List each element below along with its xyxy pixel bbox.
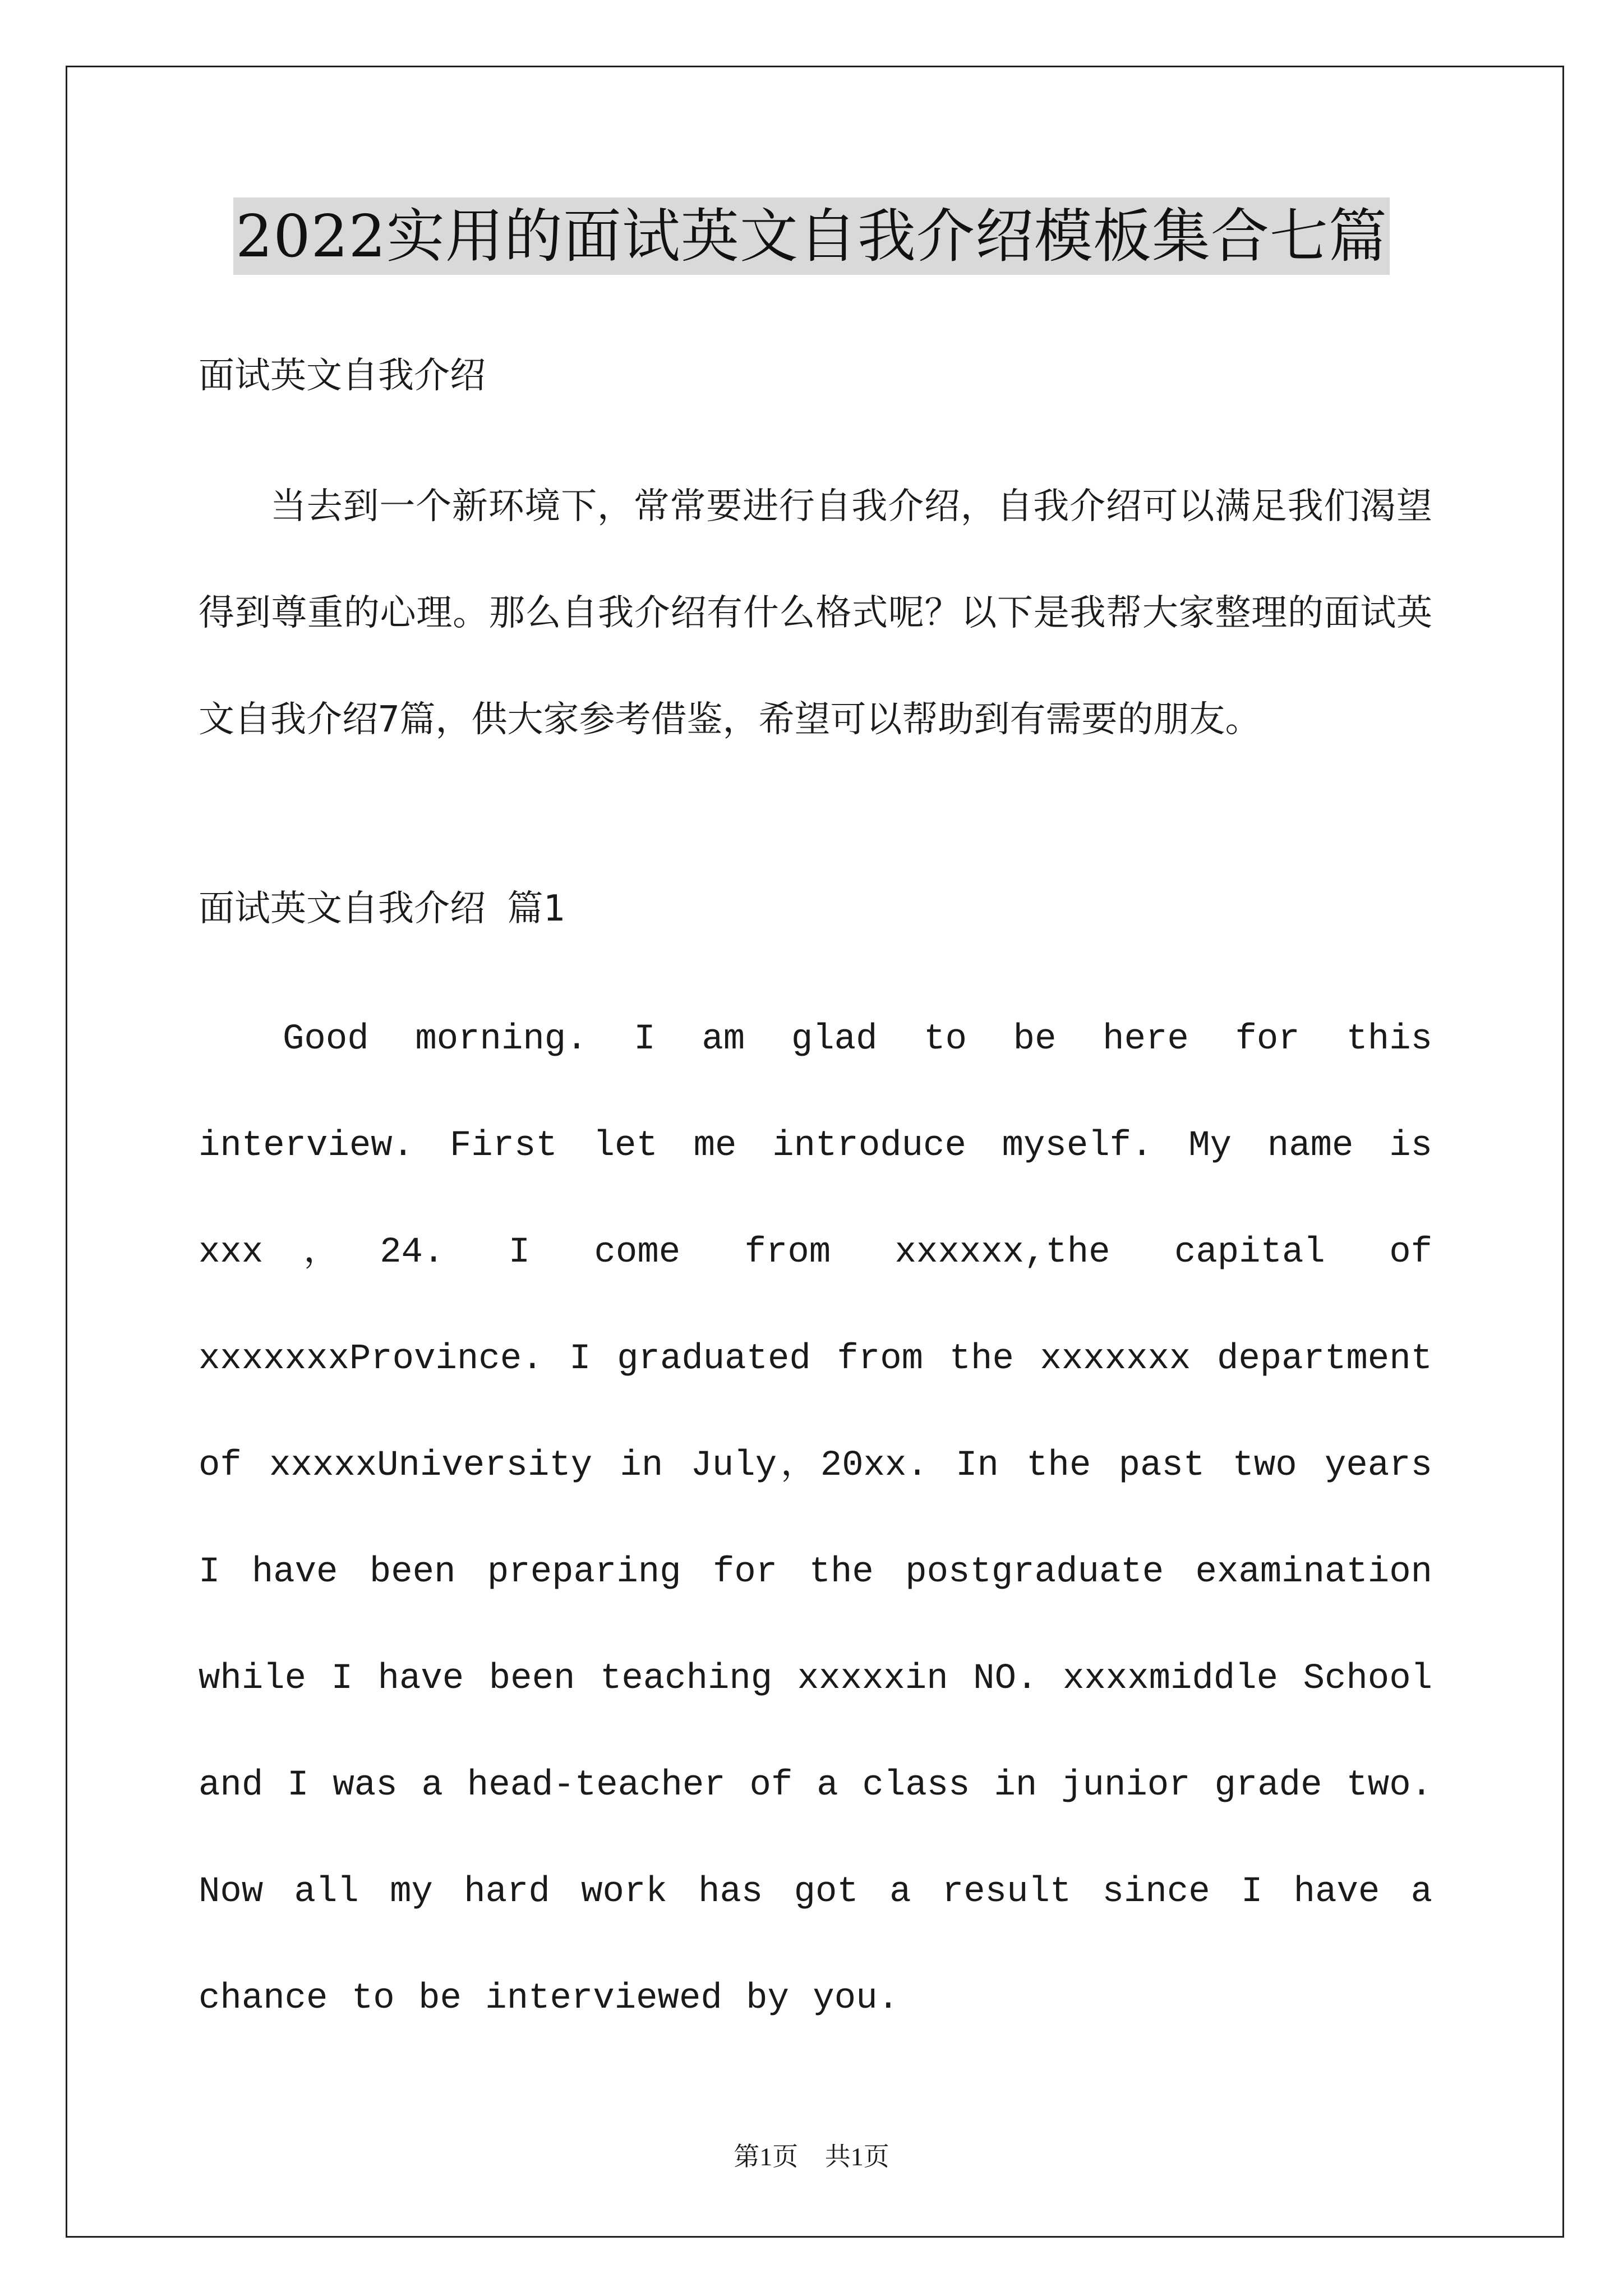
page-footer (0, 2136, 1623, 2173)
part1-heading: 面试英文自我介绍 篇1 (199, 888, 565, 930)
section-heading: 面试英文自我介绍 (199, 355, 486, 397)
page-number: 第1页 (734, 2142, 799, 2171)
page-total: 共1页 (824, 2142, 889, 2171)
intro-paragraph: 当去到一个新环境下，常常要进行自我介绍，自我介绍可以满足我们渴望得到尊重的心理。那么自我介绍有什么格式呢？以下是我帮大家整理的面试英文自我介绍7篇，供大家参考借鉴，希望可以帮助到有需要的朋友。 (199, 486, 1432, 740)
title-container (0, 197, 1623, 275)
document-body (199, 352, 1432, 2052)
part1-paragraph: Good morning. I am glad to be here for this interview. First let me introduce myself. My name is xxx，24. I come from xxxxxx,the capital of xxxxxxxProvince. I graduated from the xxxxxxx department of xxxxxUniversity in July，20xx. In the past two years I have been preparing for the postgraduate examination while I have been teaching xxxxxin NO. xxxxmiddle School and I was a head-teacher of a class in junior grade two. Now all my hard work has got a result since I have a chance to be interviewed by you. (199, 1019, 1432, 2019)
document-title: 2022实用的面试英文自我介绍模板集合七篇 (233, 197, 1390, 275)
